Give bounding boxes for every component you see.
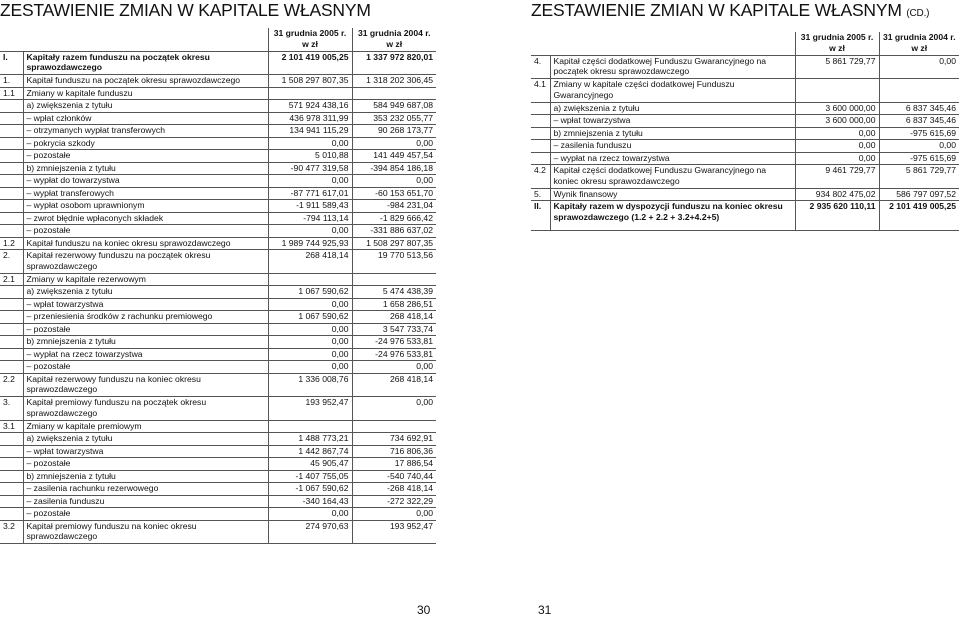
row-label: – wypłat do towarzystwa — [23, 175, 268, 188]
table-row — [0, 137, 436, 150]
row-number: 2.1 — [0, 273, 23, 286]
value-2005: 5 010,88 — [268, 150, 352, 163]
value-2005: 0,00 — [795, 127, 879, 140]
row-label: Zmiany w kapitale funduszu — [23, 87, 268, 100]
table-row — [0, 336, 436, 349]
value-2004: -984 231,04 — [352, 200, 436, 213]
value-2004: 19 770 513,56 — [352, 250, 436, 274]
value-2004: -331 886 637,02 — [352, 225, 436, 238]
value-2005: 0,00 — [268, 348, 352, 361]
value-2004: 0,00 — [352, 397, 436, 421]
value-2005: 0,00 — [268, 336, 352, 349]
value-2005: 1 508 297 807,35 — [268, 75, 352, 88]
value-2005 — [268, 420, 352, 433]
value-2004: 0,00 — [352, 508, 436, 521]
row-number — [0, 336, 23, 349]
row-number — [0, 361, 23, 374]
row-number — [0, 495, 23, 508]
value-2004: 1 337 972 820,01 — [352, 51, 436, 75]
value-2005: 45 905,47 — [268, 458, 352, 471]
table-row — [0, 520, 436, 544]
row-label: Zmiany w kapitale rezerwowym — [23, 273, 268, 286]
table-row — [0, 361, 436, 374]
value-2004: 1 508 297 807,35 — [352, 237, 436, 250]
row-number — [531, 140, 550, 153]
row-label: – pozostałe — [23, 150, 268, 163]
value-2005: 2 101 419 005,25 — [268, 51, 352, 75]
value-2004: 353 232 055,77 — [352, 112, 436, 125]
value-2004: 6 837 345,46 — [879, 102, 959, 115]
value-2005: -87 771 617,01 — [268, 187, 352, 200]
value-2005: 0,00 — [268, 508, 352, 521]
value-2004: -272 322,29 — [352, 495, 436, 508]
value-2005: 0,00 — [268, 225, 352, 238]
value-2004: 1 658 286,51 — [352, 298, 436, 311]
value-2004: -1 829 666,42 — [352, 212, 436, 225]
row-label: – pozostałe — [23, 508, 268, 521]
value-2004 — [352, 273, 436, 286]
row-number — [0, 470, 23, 483]
table-body — [0, 51, 436, 544]
value-2005: 1 989 744 925,93 — [268, 237, 352, 250]
value-2004: -268 418,14 — [352, 483, 436, 496]
value-2004: 3 547 733,74 — [352, 323, 436, 336]
table-row — [0, 87, 436, 100]
capital-changes-table-continued — [531, 32, 959, 231]
row-number — [0, 137, 23, 150]
value-2004: 0,00 — [352, 361, 436, 374]
row-number — [0, 483, 23, 496]
row-number — [0, 225, 23, 238]
value-2004: 6 837 345,46 — [879, 115, 959, 128]
row-label: Kapitał rezerwowy funduszu na początek okresu sprawozdawczego — [23, 250, 268, 274]
row-number — [531, 127, 550, 140]
row-label: – wypłat osobom uprawnionym — [23, 200, 268, 213]
table-row — [531, 201, 959, 231]
page-title: ZESTAWIENIE ZMIAN W KAPITALE WŁASNYM — [0, 0, 371, 20]
value-2005: 0,00 — [268, 323, 352, 336]
value-2005: -1 407 755,05 — [268, 470, 352, 483]
table-row — [0, 373, 436, 397]
row-number — [0, 200, 23, 213]
table-row — [531, 79, 959, 103]
value-2004: -24 976 533,81 — [352, 348, 436, 361]
value-2005: 193 952,47 — [268, 397, 352, 421]
value-2005: 1 067 590,62 — [268, 311, 352, 324]
row-number: II. — [531, 201, 550, 231]
header-blank — [531, 32, 550, 55]
row-number — [0, 162, 23, 175]
table-row — [531, 152, 959, 165]
value-2005: 134 941 115,29 — [268, 125, 352, 138]
row-label: a) zwiększenia z tytułu — [23, 286, 268, 299]
row-label: – wpłat towarzystwa — [550, 115, 795, 128]
table-row — [531, 102, 959, 115]
value-2005: -794 113,14 — [268, 212, 352, 225]
value-2004: -540 740,44 — [352, 470, 436, 483]
table-row — [0, 508, 436, 521]
row-label: – wpłat towarzystwa — [23, 445, 268, 458]
row-label: – zasilenia funduszu — [550, 140, 795, 153]
row-number: 3. — [0, 397, 23, 421]
row-label: a) zwiększenia z tytułu — [550, 102, 795, 115]
table-row — [0, 200, 436, 213]
table-row — [0, 483, 436, 496]
table-row — [0, 175, 436, 188]
row-label: b) zmniejszenia z tytułu — [550, 127, 795, 140]
row-label: – przeniesienia środków z rachunku premiowego — [23, 311, 268, 324]
value-2004: 584 949 687,08 — [352, 100, 436, 113]
row-label: – zasilenia funduszu — [23, 495, 268, 508]
value-2005: 3 600 000,00 — [795, 102, 879, 115]
column-header-2004: 31 grudnia 2004 r. w zł — [879, 32, 959, 55]
row-number: 4.1 — [531, 79, 550, 103]
row-label: – pozostałe — [23, 361, 268, 374]
table-row — [0, 250, 436, 274]
table-row — [0, 162, 436, 175]
table-row — [0, 100, 436, 113]
table-row — [0, 348, 436, 361]
row-number: 4. — [531, 55, 550, 79]
row-number — [0, 348, 23, 361]
value-2004: 0,00 — [352, 137, 436, 150]
value-2004: 0,00 — [352, 175, 436, 188]
row-number — [0, 508, 23, 521]
row-label: Zmiany w kapitale części dodatkowej Funduszu Gwarancyjnego — [550, 79, 795, 103]
value-2004: 90 268 173,77 — [352, 125, 436, 138]
table-row — [0, 433, 436, 446]
row-number — [0, 212, 23, 225]
value-2004: -975 615,69 — [879, 152, 959, 165]
row-label: – pokrycia szkody — [23, 137, 268, 150]
value-2004 — [352, 87, 436, 100]
row-label: – wpłat towarzystwa — [23, 298, 268, 311]
table-row — [0, 458, 436, 471]
value-2005: 268 418,14 — [268, 250, 352, 274]
value-2005 — [795, 79, 879, 103]
value-2005: 1 067 590,62 — [268, 286, 352, 299]
title-suffix: (CD.) — [906, 8, 930, 19]
row-number: 3.1 — [0, 420, 23, 433]
row-number: 2.2 — [0, 373, 23, 397]
header-blank — [550, 32, 795, 55]
row-label: Kapitał funduszu na początek okresu sprawozdawczego — [23, 75, 268, 88]
column-header-2005: 31 grudnia 2005 r. w zł — [268, 28, 352, 51]
table-row — [0, 51, 436, 75]
row-number: I. — [0, 51, 23, 75]
value-2005: 274 970,63 — [268, 520, 352, 544]
value-2005: 3 600 000,00 — [795, 115, 879, 128]
value-2004: -394 854 186,18 — [352, 162, 436, 175]
value-2005: -90 477 319,58 — [268, 162, 352, 175]
table-row — [0, 323, 436, 336]
value-2005: -1 067 590,62 — [268, 483, 352, 496]
page-number: 30 — [417, 603, 431, 617]
value-2005: 0,00 — [268, 298, 352, 311]
value-2005: 571 924 438,16 — [268, 100, 352, 113]
value-2005: 0,00 — [268, 137, 352, 150]
table-row — [0, 75, 436, 88]
value-2004: 17 886,54 — [352, 458, 436, 471]
value-2004: 0,00 — [879, 140, 959, 153]
table-row — [0, 225, 436, 238]
left-page — [0, 0, 436, 617]
table-row — [0, 495, 436, 508]
row-label: Kapitał rezerwowy funduszu na koniec okresu sprawozdawczego — [23, 373, 268, 397]
value-2005: 9 461 729,77 — [795, 165, 879, 189]
value-2005: 934 802 475,02 — [795, 188, 879, 201]
table-row — [0, 187, 436, 200]
row-number — [531, 102, 550, 115]
table-row — [0, 420, 436, 433]
row-label: b) zmniejszenia z tytułu — [23, 162, 268, 175]
row-number: 3.2 — [0, 520, 23, 544]
table-row — [0, 397, 436, 421]
row-number — [0, 433, 23, 446]
value-2004: 193 952,47 — [352, 520, 436, 544]
table-row — [531, 127, 959, 140]
value-2005: 0,00 — [268, 361, 352, 374]
row-number — [531, 152, 550, 165]
column-header-2005: 31 grudnia 2005 r. w zł — [795, 32, 879, 55]
row-label: – pozostałe — [23, 323, 268, 336]
row-label: Kapitał premiowy funduszu na początek okresu sprawozdawczego — [23, 397, 268, 421]
row-number — [0, 323, 23, 336]
table-row — [0, 237, 436, 250]
row-label: – wypłat na rzecz towarzystwa — [23, 348, 268, 361]
value-2004: -60 153 651,70 — [352, 187, 436, 200]
value-2005 — [268, 273, 352, 286]
capital-changes-table — [0, 28, 436, 544]
right-page — [531, 0, 960, 617]
row-label: Kapitały razem w dyspozycji funduszu na koniec okresu sprawozdawczego (1.2 + 2.2 + 3.2+4.2+5) — [550, 201, 795, 231]
table-row — [531, 140, 959, 153]
value-2005: 1 442 867,74 — [268, 445, 352, 458]
column-header-2004: 31 grudnia 2004 r. w zł — [352, 28, 436, 51]
row-number: 1.1 — [0, 87, 23, 100]
row-label: – pozostałe — [23, 458, 268, 471]
row-label: Kapitał części dodatkowej Funduszu Gwarancyjnego na koniec okresu sprawozdawczego — [550, 165, 795, 189]
value-2004: 716 806,36 — [352, 445, 436, 458]
row-number — [0, 187, 23, 200]
table-row — [531, 55, 959, 79]
value-2004: 734 692,91 — [352, 433, 436, 446]
row-label: – wypłat transferowych — [23, 187, 268, 200]
row-number — [0, 311, 23, 324]
value-2004: 141 449 457,54 — [352, 150, 436, 163]
value-2004: 268 418,14 — [352, 311, 436, 324]
row-label: Kapitał premiowy funduszu na koniec okresu sprawozdawczego — [23, 520, 268, 544]
table-row — [0, 470, 436, 483]
value-2005: -340 164,43 — [268, 495, 352, 508]
row-number — [0, 125, 23, 138]
table-header — [531, 32, 959, 55]
row-label: – zasilenia rachunku rezerwowego — [23, 483, 268, 496]
row-number — [0, 112, 23, 125]
row-label: Zmiany w kapitale premiowym — [23, 420, 268, 433]
row-label: a) zwiększenia z tytułu — [23, 433, 268, 446]
table-row — [0, 445, 436, 458]
row-number — [0, 100, 23, 113]
table-row — [0, 311, 436, 324]
value-2004: -24 976 533,81 — [352, 336, 436, 349]
row-label: Kapitał funduszu na koniec okresu sprawozdawczego — [23, 237, 268, 250]
row-label: Wynik finansowy — [550, 188, 795, 201]
table-row — [0, 125, 436, 138]
value-2005: 1 336 008,76 — [268, 373, 352, 397]
row-number — [0, 298, 23, 311]
row-number — [0, 150, 23, 163]
value-2004 — [879, 79, 959, 103]
row-number — [0, 286, 23, 299]
row-number — [0, 175, 23, 188]
row-label: – wpłat członków — [23, 112, 268, 125]
table-row — [0, 112, 436, 125]
page-title: ZESTAWIENIE ZMIAN W KAPITALE WŁASNYM (CD.) — [531, 0, 930, 20]
value-2004 — [352, 420, 436, 433]
value-2005: 0,00 — [795, 140, 879, 153]
table-header — [0, 28, 436, 51]
value-2004: 0,00 — [879, 55, 959, 79]
value-2004: 2 101 419 005,25 — [879, 201, 959, 231]
page-number: 31 — [538, 603, 552, 617]
table-row — [0, 286, 436, 299]
value-2005: -1 911 589,43 — [268, 200, 352, 213]
row-number: 1.2 — [0, 237, 23, 250]
table-row — [0, 273, 436, 286]
value-2005: 5 861 729,77 — [795, 55, 879, 79]
value-2005: 436 978 311,99 — [268, 112, 352, 125]
table-row — [0, 150, 436, 163]
row-label: b) zmniejszenia z tytułu — [23, 470, 268, 483]
table-row — [0, 298, 436, 311]
row-label: – zwrot błędnie wpłaconych składek — [23, 212, 268, 225]
row-number: 5. — [531, 188, 550, 201]
row-number: 1. — [0, 75, 23, 88]
value-2005: 0,00 — [268, 175, 352, 188]
header-blank — [0, 28, 23, 51]
value-2005: 0,00 — [795, 152, 879, 165]
table-row — [531, 165, 959, 189]
header-blank — [23, 28, 268, 51]
table-row — [0, 212, 436, 225]
row-label: a) zwiększenia z tytułu — [23, 100, 268, 113]
row-label: – pozostałe — [23, 225, 268, 238]
value-2004: 5 861 729,77 — [879, 165, 959, 189]
row-number — [0, 458, 23, 471]
value-2005: 1 488 773,21 — [268, 433, 352, 446]
value-2005: 2 935 620 110,11 — [795, 201, 879, 231]
row-label: b) zmniejszenia z tytułu — [23, 336, 268, 349]
row-label: – wypłat na rzecz towarzystwa — [550, 152, 795, 165]
value-2004: 586 797 097,52 — [879, 188, 959, 201]
row-label: – otrzymanych wypłat transferowych — [23, 125, 268, 138]
row-number — [531, 115, 550, 128]
value-2004: 5 474 438,39 — [352, 286, 436, 299]
table-row — [531, 188, 959, 201]
value-2004: 268 418,14 — [352, 373, 436, 397]
row-label: Kapitały razem funduszu na początek okresu sprawozdawczego — [23, 51, 268, 75]
value-2005 — [268, 87, 352, 100]
row-number: 4.2 — [531, 165, 550, 189]
table-body — [531, 55, 959, 231]
row-label: Kapitał części dodatkowej Funduszu Gwarancyjnego na początek okresu sprawozdawczego — [550, 55, 795, 79]
value-2004: 1 318 202 306,45 — [352, 75, 436, 88]
row-number: 2. — [0, 250, 23, 274]
row-number — [0, 445, 23, 458]
value-2004: -975 615,69 — [879, 127, 959, 140]
table-row — [531, 115, 959, 128]
